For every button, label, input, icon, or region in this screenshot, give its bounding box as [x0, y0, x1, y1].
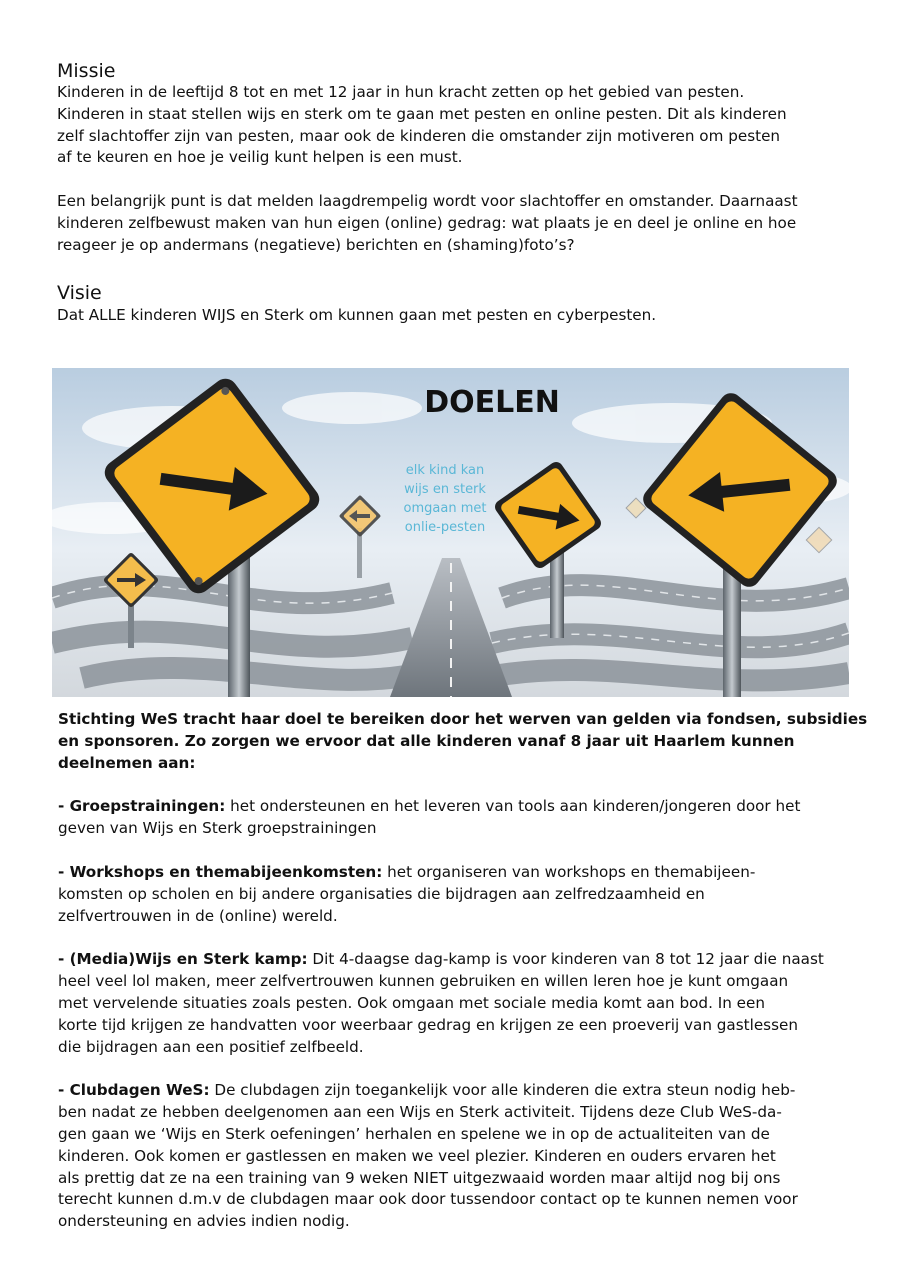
text-line: terecht kunnen d.m.v de clubdagen maar ook door tussendoor contact op te kunnen nemen voor — [58, 1190, 798, 1209]
text-line: Stichting WeS tracht haar doel te bereiken door het werven van gelden via fondsen, subsidies — [58, 710, 868, 728]
visie-heading: Visie — [57, 282, 102, 304]
text-line: Een belangrijk punt is dat melden laagdrempelig wordt voor slachtoffer en omstander. Daarnaast — [57, 192, 798, 211]
visie-text: Dat ALLE kinderen WIJS en Sterk om kunnen gaan met pesten en cyberpesten. — [57, 306, 657, 324]
text-line: korte tijd krijgen ze handvatten voor weerbaar gedrag en krijgen ze een proeverij van gastlessen — [58, 1015, 798, 1034]
text-line: kinderen. Ook komen er gastlessen en maken we veel plezier. Kinderen en ouders ervaren het — [58, 1146, 776, 1165]
visie-block — [57, 305, 867, 327]
text-line: kinderen zelfbewust maken van hun eigen (online) gedrag: wat plaats je en deel je online en hoe — [57, 213, 797, 232]
missie-heading: Missie — [57, 60, 116, 82]
doelen-banner-image — [52, 368, 849, 697]
text-line: gen gaan we ‘Wijs en Sterk oefeningen’ herhalen en spelene we in op de actualiteiten van de — [58, 1124, 770, 1143]
text-line: het organiseren van workshops en themabijeen- — [382, 862, 756, 881]
text-line: Kinderen in staat stellen wijs en sterk om te gaan met pesten en online pesten. Dit als kinderen — [57, 104, 787, 123]
text-line: Kinderen in de leeftijd 8 tot en met 12 jaar in hun kracht zetten op het gebied van pesten. — [57, 83, 745, 101]
banner-title: DOELEN — [424, 385, 560, 420]
text-line: en sponsoren. Zo zorgen we ervoor dat alle kinderen vanaf 8 jaar uit Haarlem kunnen — [58, 731, 795, 750]
text-line: zelf slachtoffer zijn van pesten, maar ook de kinderen die omstander zijn motiveren om pesten — [57, 126, 781, 145]
goal-item-groepstrainingen — [58, 796, 868, 840]
text-line: De clubdagen zijn toegankelijk voor alle kinderen die extra steun nodig heb- — [209, 1081, 796, 1100]
banner-subtitle-line: wijs en sterk — [404, 482, 486, 497]
goal-item-title: - Clubdagen WeS: — [58, 1081, 210, 1100]
missie-paragraph-1 — [57, 82, 867, 169]
text-line: het ondersteunen en het leveren van tools aan kinderen/jongeren door het — [225, 797, 801, 816]
text-line: komsten op scholen en bij andere organisaties die bijdragen aan zelfredzaamheid en — [58, 884, 705, 903]
missie-block — [57, 82, 867, 257]
text-line: deelnemen aan: — [58, 753, 196, 772]
missie-paragraph-2 — [57, 191, 867, 256]
text-line: zelfvertrouwen in de (online) wereld. — [58, 906, 338, 925]
text-line: af te keuren en hoe je veilig kunt helpen is een must. — [57, 148, 463, 167]
goal-item-workshops — [58, 862, 868, 927]
goal-item-title: - Workshops en themabijeenkomsten: — [58, 862, 383, 881]
goals-section — [58, 709, 868, 1233]
goals-intro — [58, 709, 868, 774]
goal-item-title: - (Media)Wijs en Sterk kamp: — [58, 950, 308, 969]
banner-subtitle-line: elk kind kan — [405, 463, 485, 478]
text-line: reageer je op andermans (negatieve) berichten en (shaming)foto’s? — [57, 235, 575, 254]
text-line: Dit 4-daagse dag-kamp is voor kinderen van 8 tot 12 jaar die naast — [307, 950, 824, 969]
text-line: ben nadat ze hebben deelgenomen aan een Wijs en Sterk activiteit. Tijdens deze Club WeS-da- — [58, 1103, 782, 1122]
text-line: met vervelende situaties zoals pesten. Ook omgaan met sociale media komt aan bod. In een — [58, 993, 765, 1012]
goal-item-kamp — [58, 949, 868, 1058]
banner-subtitle-line: omgaan met — [403, 501, 487, 516]
text-line: heel veel lol maken, meer zelfvertrouwen kunnen gebruiken en willen leren hoe je kunt omgaan — [58, 972, 789, 991]
goal-item-clubdagen — [58, 1080, 868, 1233]
goal-item-title: - Groepstrainingen: — [58, 797, 226, 816]
text-line: die bijdragen aan een positief zelfbeeld. — [58, 1037, 364, 1056]
text-line: geven van Wijs en Sterk groepstrainingen — [58, 819, 377, 838]
banner-subtitle-line: onlie-pesten — [404, 520, 486, 535]
text-line: ondersteuning en advies indien nodig. — [58, 1212, 350, 1231]
text-line: als prettig dat ze na een training van 9 weken NIET uitgezwaaid worden maar altijd nog bij ons — [58, 1168, 781, 1187]
